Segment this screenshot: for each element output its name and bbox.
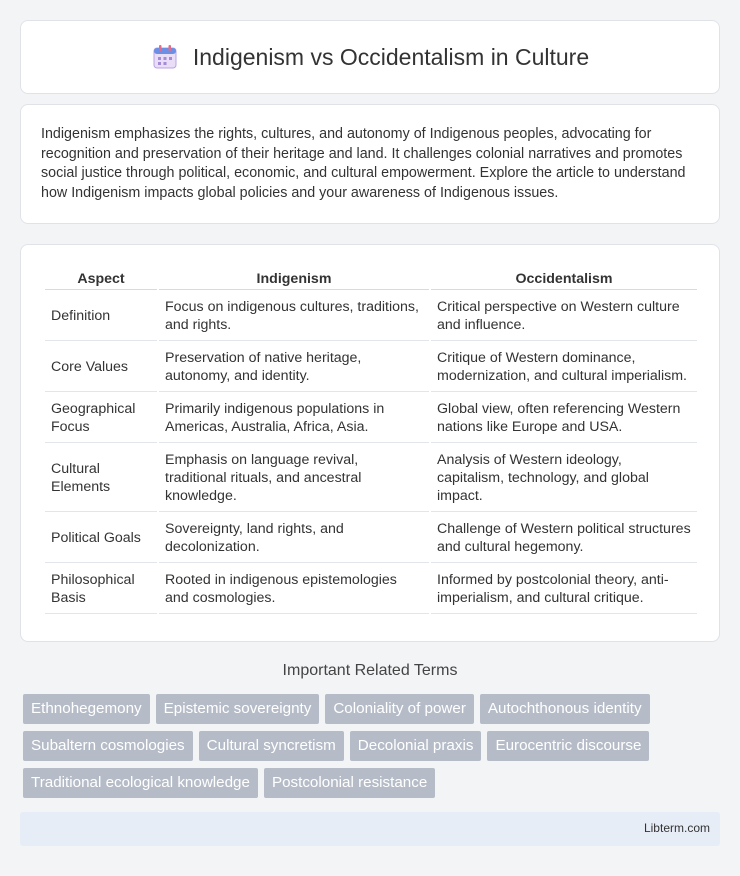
table-row: [45, 343, 697, 392]
table-row: [45, 394, 697, 443]
related-term-tag[interactable]: Subaltern cosmologies: [23, 731, 193, 761]
row-occidentalism: Analysis of Western ideology, capitalism, technology, and global impact.: [431, 445, 697, 512]
page-title: Indigenism vs Occidentalism in Culture: [192, 43, 590, 70]
table-header-row: [45, 267, 697, 290]
row-indigenism: Primarily indigenous populations in Americas, Australia, Africa, Asia.: [159, 394, 429, 443]
row-indigenism: Focus on indigenous cultures, traditions, and rights.: [159, 292, 429, 341]
related-term-tag[interactable]: Epistemic sovereignty: [156, 694, 320, 724]
footer: [20, 812, 720, 846]
row-occidentalism: Critical perspective on Western culture and influence.: [431, 292, 697, 341]
row-aspect: Philosophical Basis: [45, 565, 157, 614]
footer-site-link[interactable]: Libterm.com: [643, 821, 710, 835]
related-term-tag[interactable]: Coloniality of power: [325, 694, 474, 724]
row-indigenism: Preservation of native heritage, autonomy, and identity.: [159, 343, 429, 392]
row-occidentalism: Global view, often referencing Western nations like Europe and USA.: [431, 394, 697, 443]
related-terms-list: [23, 694, 723, 798]
row-aspect: Core Values: [45, 343, 157, 392]
calendar-icon: [151, 43, 179, 71]
intro-text: Indigenism emphasizes the rights, cultures, and autonomy of Indigenous peoples, advocating for recognition and preservation of their heritage and land. It challenges colonial narratives and promotes social justice through political, economic, and cultural empowerment. Explore the article to understand how Indigenism impacts global policies and your awareness of Indigenous issues.: [41, 126, 686, 201]
title-wrap: [151, 43, 589, 71]
row-occidentalism: Challenge of Western political structures and cultural hegemony.: [431, 514, 697, 563]
table-row: [45, 292, 697, 341]
related-term-tag[interactable]: Traditional ecological knowledge: [23, 768, 258, 798]
related-term-tag[interactable]: Postcolonial resistance: [264, 768, 435, 798]
related-term-tag[interactable]: Decolonial praxis: [350, 731, 482, 761]
related-terms-title: Important Related Terms: [282, 662, 458, 679]
table-row: [45, 445, 697, 512]
row-aspect: Cultural Elements: [45, 445, 157, 512]
row-indigenism: Sovereignty, land rights, and decolonization.: [159, 514, 429, 563]
row-aspect: Political Goals: [45, 514, 157, 563]
header-indigenism: Indigenism: [159, 267, 429, 290]
row-occidentalism: Informed by postcolonial theory, anti-imperialism, and cultural critique.: [431, 565, 697, 614]
row-indigenism: Emphasis on language revival, traditional rituals, and ancestral knowledge.: [159, 445, 429, 512]
header-card: [20, 20, 720, 94]
intro-card: [20, 104, 720, 224]
comparison-table-card: [20, 244, 720, 642]
related-term-tag[interactable]: Cultural syncretism: [199, 731, 344, 761]
row-aspect: Geographical Focus: [45, 394, 157, 443]
row-indigenism: Rooted in indigenous epistemologies and cosmologies.: [159, 565, 429, 614]
table-row: [45, 565, 697, 614]
row-occidentalism: Critique of Western dominance, modernization, and cultural imperialism.: [431, 343, 697, 392]
table-row: [45, 514, 697, 563]
related-term-tag[interactable]: Eurocentric discourse: [487, 731, 649, 761]
header-occidentalism: Occidentalism: [431, 267, 697, 290]
related-term-tag[interactable]: Ethnohegemony: [23, 694, 150, 724]
header-aspect: Aspect: [45, 267, 157, 290]
row-aspect: Definition: [45, 292, 157, 341]
comparison-table: [43, 265, 699, 616]
related-term-tag[interactable]: Autochthonous identity: [480, 694, 650, 724]
